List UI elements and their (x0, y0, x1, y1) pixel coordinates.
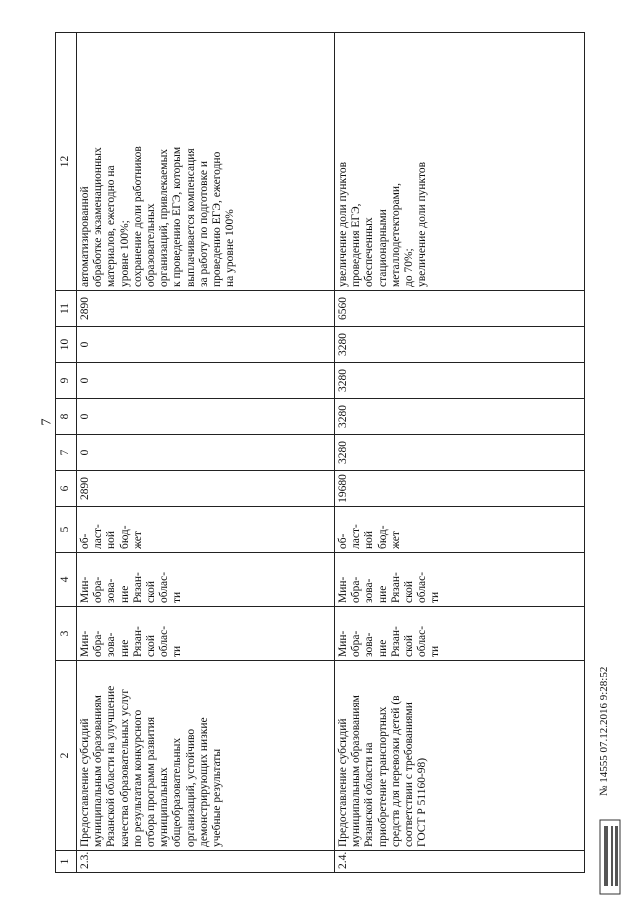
year-amount: 3280 (335, 363, 585, 399)
header-cell: 7 (56, 435, 77, 471)
header-cell: 3 (56, 607, 77, 661)
year-amount: 0 (77, 399, 335, 435)
header-cell: 5 (56, 507, 77, 553)
header-cell: 10 (56, 327, 77, 363)
recipient: Мин- обра- зова- ние Рязан- ской облас- ти (335, 553, 585, 607)
expected-result: увеличение доли пунктов проведения ЕГЭ, обеспеченных стационарными металлодетекторами, до 70%; увеличение доли пунктов (335, 33, 585, 291)
measure-name: Предоставление субсидий муниципальным образованиям Рязанской области на приобретение транспортных средств для перевозки детей (в соответствии с требованиями ГОСТ Р 51160-98) (335, 661, 585, 851)
year-amount: 2890 (77, 291, 335, 327)
barcode-stamp-icon (598, 818, 624, 898)
header-cell: 11 (56, 291, 77, 327)
measure-name: Предоставление субсидий муниципальным образованиям Рязанской области на улучшение качества образовательных услуг по результатам конкурсного отбора программ развития муниципальных общеобразовательных организаций, устойчиво демонстрирующих низкие учебные результаты (77, 661, 335, 851)
header-cell: 4 (56, 553, 77, 607)
page-number: 7 (39, 418, 55, 426)
funding-source: об- ласт- ной бюд- жет (77, 507, 335, 553)
year-amount: 3280 (335, 399, 585, 435)
executor: Мин- обра- зова- ние Рязан- ской облас- ти (335, 607, 585, 661)
document-table (55, 32, 585, 873)
funding-source: об- ласт- ной бюд- жет (335, 507, 585, 553)
year-amount: 6560 (335, 291, 585, 327)
stamp-text: № 14555 07.12.2016 9:28:52 (598, 666, 610, 796)
year-amount: 0 (77, 363, 335, 399)
expected-result: автоматизированной обработке экзаменационных материалов, ежегодно на уровне 100%; сохранение доли работников образовательных организаций, привлекаемых к проведению ЕГЭ, которым выплачивается компенсация за работу по подготовке и проведению ЕГЭ, ежегодно на уровне 100% (77, 33, 335, 291)
year-amount: 0 (77, 435, 335, 471)
document-table-rotated (55, 33, 585, 873)
table-row (77, 33, 335, 873)
executor: Мин- обра- зова- ние Рязан- ской облас- ти (77, 607, 335, 661)
total-amount: 2890 (77, 471, 335, 507)
header-cell: 1 (56, 851, 77, 873)
year-amount: 0 (77, 327, 335, 363)
header-cell: 8 (56, 399, 77, 435)
row-number: 2.3. (77, 851, 335, 873)
header-cell: 2 (56, 661, 77, 851)
year-amount: 3280 (335, 435, 585, 471)
header-cell: 6 (56, 471, 77, 507)
total-amount: 19680 (335, 471, 585, 507)
year-amount: 3280 (335, 327, 585, 363)
registration-stamp (592, 600, 610, 800)
header-row (56, 33, 77, 873)
table-row (335, 33, 585, 873)
recipient: Мин- обра- зова- ние Рязан- ской облас- ти (77, 553, 335, 607)
row-number: 2.4. (335, 851, 585, 873)
header-cell: 9 (56, 363, 77, 399)
header-cell: 12 (56, 33, 77, 291)
